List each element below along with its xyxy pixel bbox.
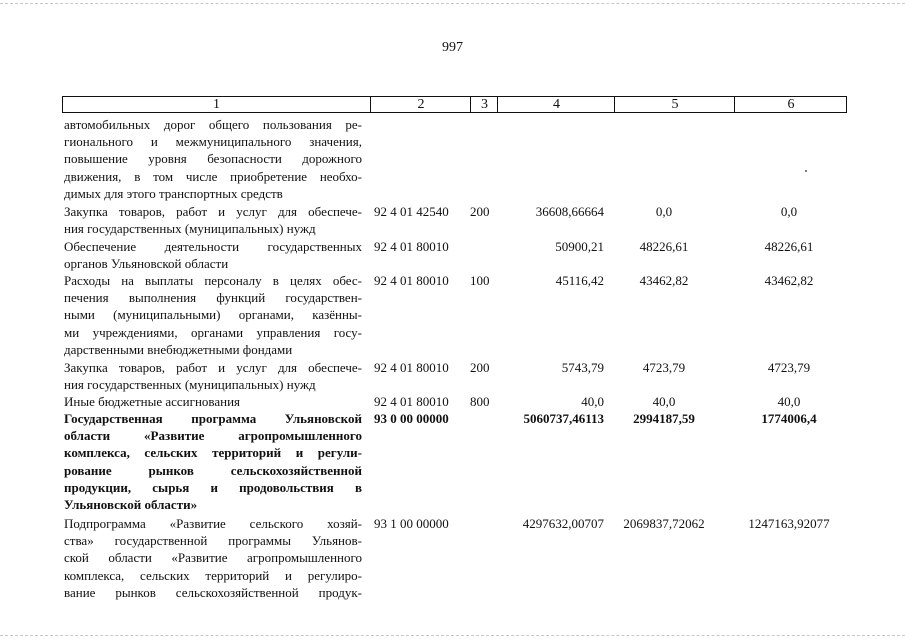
- description-line: Иные бюджетные ассигнования: [64, 394, 241, 409]
- description-line: дарственными внебюджетными фондами: [64, 341, 293, 357]
- header-col-2: 2: [370, 97, 471, 112]
- row-sum-col4: 5743,79: [561, 360, 604, 375]
- row-description: [64, 393, 362, 410]
- row-sum-col4: 5060737,46113: [523, 411, 604, 426]
- row-sum-col5: 2994187,59: [633, 411, 695, 426]
- row-code: 92 4 01 42540: [374, 204, 449, 219]
- header-col-6: 6: [734, 97, 847, 112]
- description-line: Обеспечение деятельности государственных: [64, 239, 362, 254]
- row-description: [64, 410, 362, 513]
- row-description: [64, 238, 362, 272]
- description-line: ния государственных (муниципальных) нужд: [64, 377, 316, 393]
- description-line: комплекса, сельских территорий и регулиро-: [64, 567, 362, 583]
- row-code: 92 4 01 80010: [374, 273, 449, 288]
- row-sum-col4: 4297632,00707: [522, 516, 604, 531]
- scan-edge-bottom: [0, 635, 905, 636]
- row-sum-col6: 40,0: [777, 394, 801, 409]
- row-code: 92 4 01 80010: [374, 394, 449, 409]
- row-code: 93 0 00 00000: [374, 411, 449, 426]
- row-sum-col5: 0,0: [655, 204, 673, 219]
- row-kind: 200: [470, 204, 490, 219]
- description-line: гионального и межмуниципального значения,: [64, 134, 362, 150]
- row-kind: 800: [470, 394, 490, 409]
- header-col-3: 3: [470, 97, 498, 112]
- description-line: органов Ульяновской области: [64, 256, 229, 272]
- description-line: области «Развитие агропромышленного: [64, 428, 362, 444]
- row-description: [64, 272, 362, 358]
- row-sum-col6: 1774006,4: [761, 411, 817, 426]
- description-line: ными (муниципальными) органами, казённы-: [64, 307, 362, 323]
- description-line: Подпрограмма «Развитие сельского хозяй-: [64, 516, 362, 531]
- row-sum-col4: 36608,66664: [535, 204, 604, 219]
- row-description: [64, 203, 362, 237]
- description-line: рование рынков сельскохозяйственной: [64, 462, 362, 478]
- description-line: вание рынков сельскохозяйственной продук-: [64, 584, 362, 600]
- row-sum-col6: 1247163,92077: [748, 516, 830, 531]
- table-header: [62, 96, 847, 113]
- description-line: продукции, сырья и продовольствия в: [64, 479, 362, 495]
- row-sum-col4: 50900,21: [555, 239, 604, 254]
- scan-edge-top: [0, 3, 905, 4]
- row-sum-col5: 2069837,72062: [623, 516, 705, 531]
- row-kind: 100: [470, 273, 490, 288]
- row-description: [64, 359, 362, 393]
- header-col-1: 1: [213, 97, 220, 112]
- description-line: димых для этого транспортных средств: [64, 185, 283, 201]
- row-sum-col6: 4723,79: [767, 360, 811, 375]
- description-line: ми учреждениями, органами управления госу-: [64, 324, 362, 340]
- header-col-5: 5: [614, 97, 735, 112]
- row-sum-col5: 48226,61: [639, 239, 689, 254]
- page-number: 997: [442, 40, 463, 55]
- row-sum-col5: 4723,79: [642, 360, 686, 375]
- row-code: 92 4 01 80010: [374, 239, 449, 254]
- scan-speck: [805, 170, 807, 172]
- row-sum-col5: 40,0: [652, 394, 676, 409]
- row-sum-col6: 0,0: [780, 204, 798, 219]
- description-line: ния государственных (муниципальных) нужд: [64, 221, 316, 237]
- row-sum-col6: 43462,82: [764, 273, 814, 288]
- description-line: движения, в том числе приобретение необхо-: [64, 168, 362, 184]
- row-code: 92 4 01 80010: [374, 360, 449, 375]
- description-line: комплекса, сельских территорий и регули-: [64, 445, 362, 461]
- description-line: повышение уровня безопасности дорожного: [64, 151, 362, 167]
- description-line: ской области «Развитие агропромышленного: [64, 550, 362, 566]
- description-line: печения выполнения функций государствен-: [64, 290, 362, 306]
- header-col-4: 4: [497, 97, 615, 112]
- row-kind: 200: [470, 360, 490, 375]
- row-sum-col5: 43462,82: [639, 273, 689, 288]
- row-description: [64, 116, 362, 202]
- description-line: Государственная программа Ульяновской: [64, 411, 362, 426]
- row-description: [64, 515, 362, 601]
- row-sum-col4: 45116,42: [555, 273, 604, 288]
- description-line: Закупка товаров, работ и услуг для обеспече-: [64, 204, 362, 219]
- row-sum-col4: 40,0: [581, 394, 604, 409]
- row-code: 93 1 00 00000: [374, 516, 449, 531]
- description-line: автомобильных дорог общего пользования ре-: [64, 117, 362, 132]
- description-line: Расходы на выплаты персоналу в целях обес-: [64, 273, 362, 288]
- description-line: Закупка товаров, работ и услуг для обеспече-: [64, 360, 362, 375]
- description-line: Ульяновской области»: [64, 497, 198, 513]
- row-sum-col6: 48226,61: [764, 239, 814, 254]
- description-line: ства» государственной программы Ульянов-: [64, 533, 362, 549]
